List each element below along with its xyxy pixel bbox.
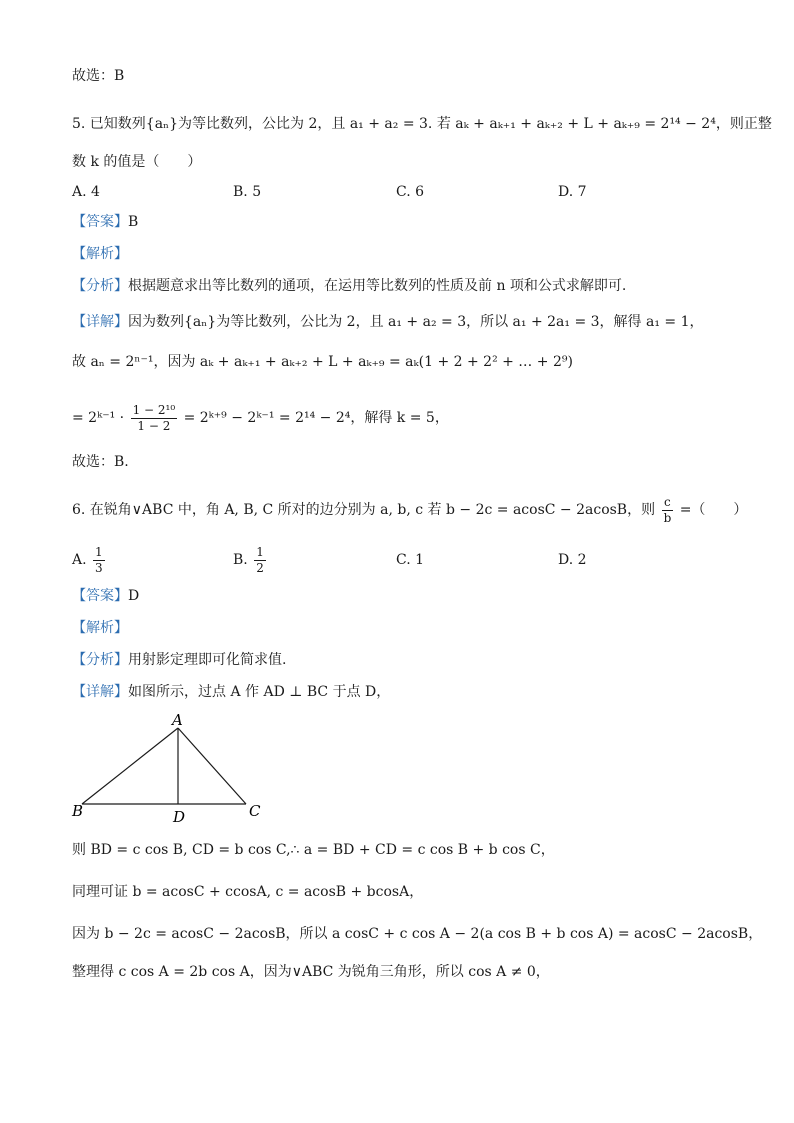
answer-tag: 【答案】	[72, 214, 128, 230]
option-label: A.	[72, 552, 87, 568]
fraction-denominator: b	[663, 510, 672, 525]
q6-detail-line5: 整理得 c cos A = 2b cos A，因为∨ABC 为锐角三角形，所以 cos A ≠ 0，	[72, 964, 550, 980]
q6-detail-line2: 则 BD = c cos B, CD = b cos C,∴ a = BD + CD = c cos B + b cos C，	[72, 842, 555, 858]
vertex-label-d: D	[173, 808, 186, 825]
q5-detail-line3	[72, 396, 449, 440]
prev-answer-line: 故选：B	[72, 68, 125, 84]
q6-detail-line4: 因为 b − 2c = acosC − 2acosB，所以 a cosC + c cos A − 2(a cos B + b cos A) = acosC − 2acosB，	[72, 926, 763, 942]
q6-detail-line3: 同理可证 b = acosC + ccosA, c = acosB + bcosA，	[72, 884, 424, 900]
q5-answer	[72, 212, 138, 232]
analysis-text: 根据题意求出等比数列的通项，在运用等比数列的性质及前 n 项和公式求解即可.	[128, 278, 627, 294]
q6-stem-text: 6. 在锐角∨ABC 中，角 A, B, C 所对的边分别为 a, b, c 若 b − 2c = acosC − 2acosB，则	[72, 502, 656, 518]
q5-stem-line2: 数 k 的值是（ ）	[72, 154, 202, 170]
detail-tag: 【详解】	[72, 684, 128, 700]
q6-detail-line1	[72, 682, 390, 702]
option-fraction	[93, 545, 105, 576]
q6-option-b	[233, 540, 268, 580]
vertex-label-a: A	[172, 711, 183, 729]
detail-text: 如图所示，过点 A 作 AD ⊥ BC 于点 D，	[128, 684, 391, 700]
analysis-tag: 【分析】	[72, 278, 128, 294]
q5-l3-fraction	[131, 403, 178, 434]
q6-stem-fraction	[662, 495, 674, 526]
vertex-label-c: C	[249, 802, 261, 820]
q5-stem-line1: 5. 已知数列{aₙ}为等比数列，公比为 2，且 a₁ + a₂ = 3. 若 aₖ + aₖ₊₁ + aₖ₊₂ + L + aₖ₊₉ = 2¹⁴ − 2⁴，则正整	[72, 116, 772, 132]
fraction-numerator: 1	[95, 544, 103, 559]
answer-value: D	[128, 588, 140, 604]
q6-stem-tail: =（ ）	[679, 502, 748, 518]
answer-value: B	[128, 214, 139, 230]
fraction-denominator: 3	[95, 560, 103, 575]
detail-text: 因为数列{aₙ}为等比数列，公比为 2，且 a₁ + a₂ = 3，所以 a₁ + 2a₁ = 3，解得 a₁ = 1，	[128, 314, 704, 330]
q5-analysis-summary	[72, 276, 626, 296]
fraction-denominator: 1 − 2	[137, 418, 171, 433]
q6-analysis-heading: 【解析】	[72, 620, 128, 636]
q6-option-d: D. 2	[558, 552, 587, 568]
q5-detail-line1	[72, 312, 704, 332]
q5-option-c: C. 6	[396, 184, 425, 200]
q5-l3-pre: = 2ᵏ⁻¹ ·	[72, 410, 125, 426]
q6-option-c: C. 1	[396, 552, 425, 568]
answer-tag: 【答案】	[72, 588, 128, 604]
q5-conclusion: 故选：B.	[72, 454, 129, 470]
q5-l3-post: = 2ᵏ⁺⁹ − 2ᵏ⁻¹ = 2¹⁴ − 2⁴，解得 k = 5，	[183, 410, 449, 426]
q6-stem	[72, 490, 747, 530]
q5-analysis-heading: 【解析】	[72, 246, 128, 262]
fraction-numerator: 1	[256, 544, 264, 559]
side-ac	[178, 728, 246, 804]
analysis-text: 用射影定理即可化简求值.	[128, 652, 287, 668]
triangle-figure	[68, 710, 278, 825]
analysis-tag: 【分析】	[72, 652, 128, 668]
q6-option-a	[72, 540, 107, 580]
fraction-numerator: 1 − 2¹⁰	[132, 402, 176, 417]
option-label: B.	[233, 552, 248, 568]
q5-detail-line2: 故 aₙ = 2ⁿ⁻¹，因为 aₖ + aₖ₊₁ + aₖ₊₂ + L + aₖ₊₉ = aₖ(1 + 2 + 2² + … + 2⁹)	[72, 354, 573, 370]
detail-tag: 【详解】	[72, 314, 128, 330]
option-fraction	[254, 545, 266, 576]
q6-answer	[72, 586, 139, 606]
q5-option-b: B. 5	[233, 184, 262, 200]
q5-option-d: D. 7	[558, 184, 587, 200]
q5-option-a: A. 4	[72, 184, 100, 200]
fraction-denominator: 2	[256, 560, 264, 575]
fraction-numerator: c	[662, 495, 674, 511]
q6-analysis-summary	[72, 650, 286, 670]
side-ab	[82, 728, 178, 804]
vertex-label-b: B	[72, 802, 84, 820]
